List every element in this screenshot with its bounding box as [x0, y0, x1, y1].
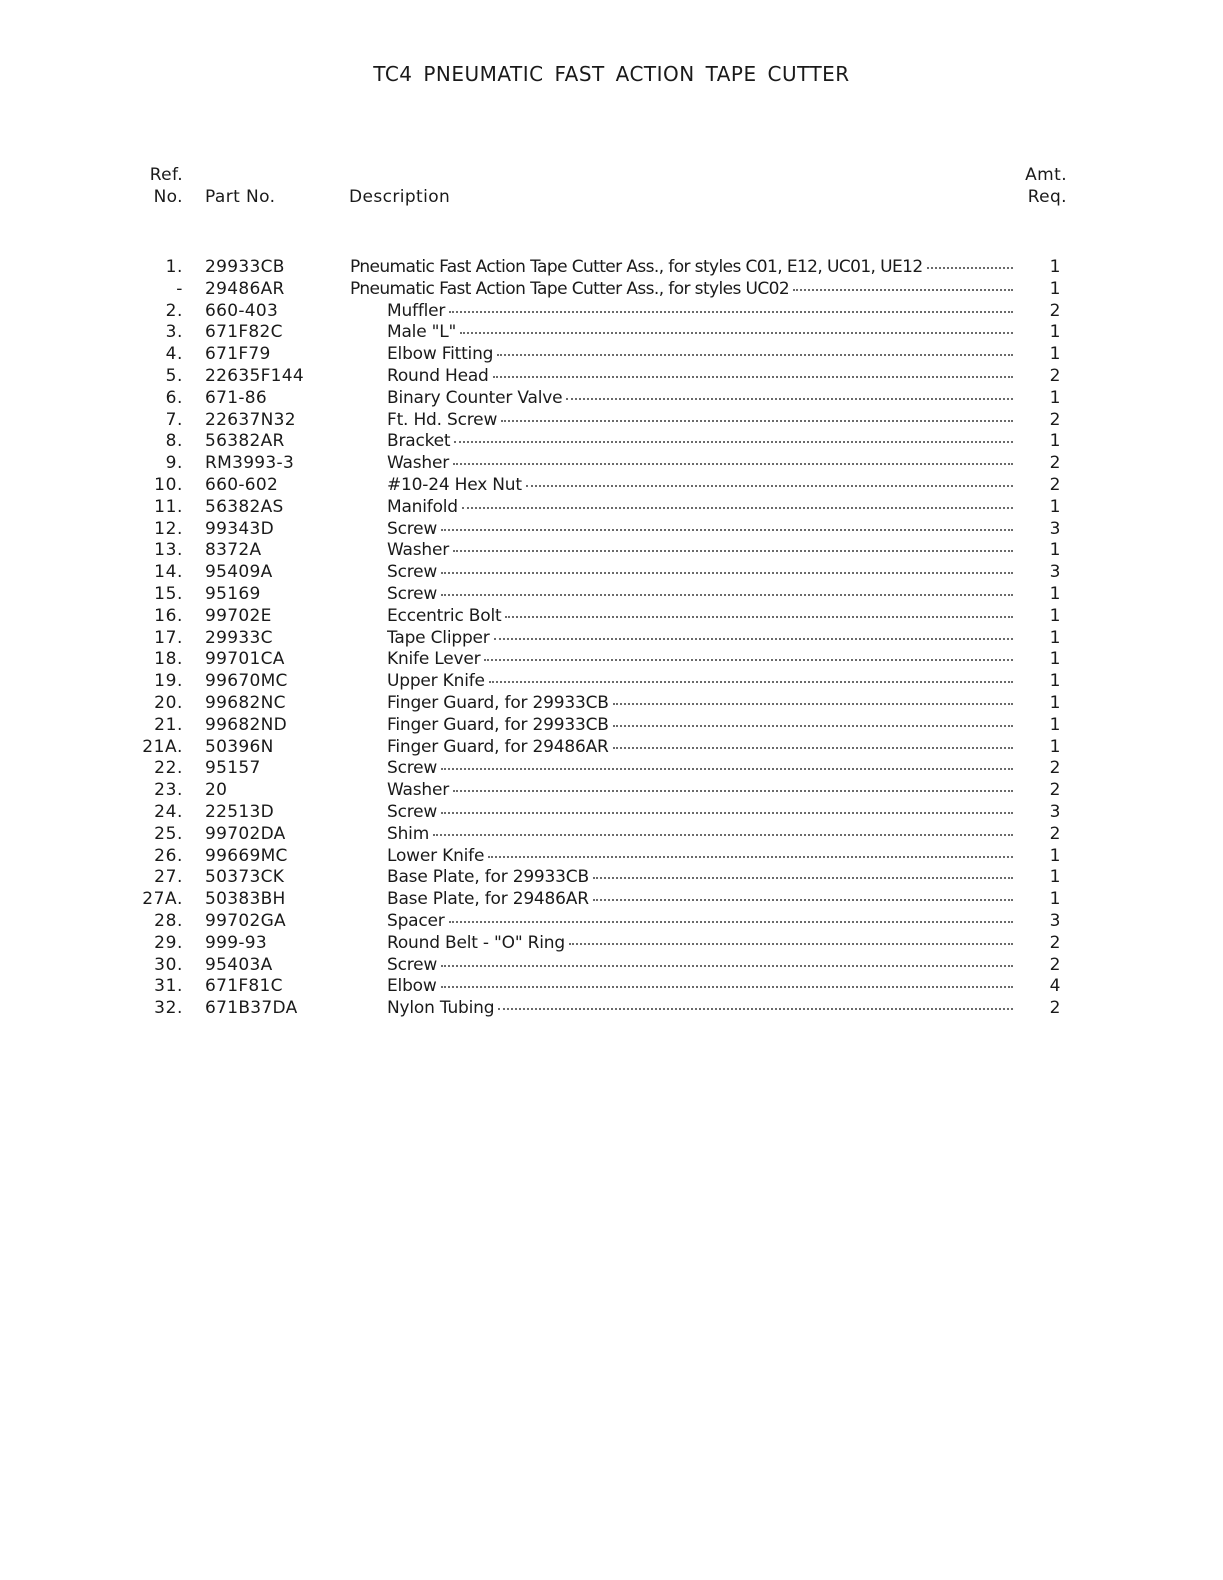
amount-required: 2 — [1049, 780, 1061, 801]
part-description — [387, 300, 1013, 322]
description-text: Eccentric Bolt — [387, 605, 502, 626]
parts-row — [0, 823, 1223, 845]
ref-header-line2: No. — [153, 187, 183, 207]
description-text: Washer — [387, 780, 450, 801]
part-description — [387, 387, 1013, 409]
ref-number: 29. — [154, 932, 183, 953]
dot-leader — [793, 289, 1013, 291]
part-description — [387, 474, 1013, 496]
part-number: 95169 — [205, 583, 261, 604]
dot-leader — [453, 790, 1013, 792]
parts-row — [0, 801, 1223, 823]
parts-row — [0, 866, 1223, 888]
amount-required: 1 — [1049, 692, 1061, 713]
ref-number: 12. — [154, 518, 183, 539]
amount-required: 2 — [1049, 453, 1061, 474]
amount-required: 1 — [1049, 671, 1061, 692]
parts-row — [0, 365, 1223, 387]
description-text: Nylon Tubing — [387, 998, 495, 1019]
amount-required: 1 — [1049, 496, 1061, 517]
amount-required: 1 — [1049, 736, 1061, 757]
parts-row — [0, 648, 1223, 670]
dot-leader — [433, 834, 1013, 836]
part-description — [387, 866, 1013, 888]
dot-leader — [498, 1008, 1013, 1010]
part-description — [387, 670, 1013, 692]
amt-header-line2: Req. — [1027, 187, 1067, 207]
parts-row — [0, 474, 1223, 496]
part-description — [387, 321, 1013, 343]
part-description — [387, 823, 1013, 845]
dot-leader — [593, 899, 1013, 901]
part-description — [387, 736, 1013, 758]
parts-row — [0, 387, 1223, 409]
ref-number: 3. — [165, 322, 183, 343]
description-text: Shim — [387, 823, 430, 844]
parts-row — [0, 997, 1223, 1019]
dot-leader — [505, 616, 1013, 618]
part-number: 99702E — [205, 605, 272, 626]
part-description — [387, 801, 1013, 823]
part-number: 50373CK — [205, 867, 285, 888]
description-text: Elbow — [387, 976, 437, 997]
dot-leader — [453, 550, 1013, 552]
part-number: 29933C — [205, 627, 273, 648]
description-text: Screw — [387, 562, 438, 583]
description-text: Finger Guard, for 29486AR — [387, 736, 609, 757]
amount-required: 1 — [1049, 649, 1061, 670]
parts-row — [0, 845, 1223, 867]
parts-row — [0, 910, 1223, 932]
part-number: 22635F144 — [205, 365, 305, 386]
amount-required: 1 — [1049, 540, 1061, 561]
amt-header-line1: Amt. — [1025, 165, 1067, 185]
amount-required: 1 — [1049, 867, 1061, 888]
part-number: 8372A — [205, 540, 262, 561]
parts-row — [0, 954, 1223, 976]
amount-required: 2 — [1049, 823, 1061, 844]
ref-number: 24. — [154, 801, 183, 822]
part-description — [387, 627, 1013, 649]
amount-required: 1 — [1049, 387, 1061, 408]
parts-row — [0, 692, 1223, 714]
description-text: Round Head — [387, 365, 489, 386]
description-text: Bracket — [387, 431, 451, 452]
part-description — [387, 888, 1013, 910]
part-number: 660-403 — [205, 300, 279, 321]
description-text: Muffler — [387, 300, 446, 321]
parts-row — [0, 452, 1223, 474]
part-number: 29486AR — [205, 278, 285, 299]
dot-leader — [441, 572, 1013, 574]
ref-number: 32. — [154, 998, 183, 1019]
ref-number: 15. — [154, 583, 183, 604]
amount-required: 1 — [1049, 583, 1061, 604]
dot-leader — [441, 965, 1013, 967]
description-text: Elbow Fitting — [387, 344, 494, 365]
part-number: 56382AS — [205, 496, 284, 517]
ref-number: 20. — [154, 692, 183, 713]
amount-required: 1 — [1049, 714, 1061, 735]
dot-leader — [566, 398, 1013, 400]
part-number: RM3993-3 — [205, 453, 295, 474]
parts-row — [0, 321, 1223, 343]
description-text: Pneumatic Fast Action Tape Cutter Ass., for styles UC02 — [350, 278, 790, 299]
description-text: #10-24 Hex Nut — [387, 474, 522, 495]
ref-number: 6. — [165, 387, 183, 408]
ref-number: 10. — [154, 474, 183, 495]
dot-leader — [494, 638, 1013, 640]
part-description — [387, 539, 1013, 561]
ref-number: 30. — [154, 954, 183, 975]
dot-leader — [497, 354, 1013, 356]
parts-row — [0, 714, 1223, 736]
amount-required: 3 — [1049, 562, 1061, 583]
ref-header-line1: Ref. — [149, 165, 183, 185]
ref-number: 14. — [154, 562, 183, 583]
dot-leader — [460, 332, 1013, 334]
ref-number: 9. — [165, 453, 183, 474]
part-description — [387, 975, 1013, 997]
amount-required: 2 — [1049, 474, 1061, 495]
amount-required: 2 — [1049, 954, 1061, 975]
parts-row — [0, 409, 1223, 431]
description-text: Screw — [387, 518, 438, 539]
part-number: 99701CA — [205, 649, 285, 670]
amount-required: 1 — [1049, 257, 1061, 277]
description-text: Manifold — [387, 496, 458, 517]
parts-row — [0, 561, 1223, 583]
parts-row — [0, 888, 1223, 910]
parts-list — [0, 256, 1223, 1019]
ref-number: - — [176, 278, 183, 299]
part-description — [387, 779, 1013, 801]
part-description — [387, 561, 1013, 583]
description-text: Tape Clipper — [387, 627, 490, 648]
parts-row — [0, 583, 1223, 605]
ref-number: 31. — [154, 976, 183, 997]
parts-row — [0, 256, 1223, 278]
parts-row — [0, 627, 1223, 649]
amount-required: 2 — [1049, 998, 1061, 1019]
description-text: Washer — [387, 540, 450, 561]
ref-number: 23. — [154, 780, 183, 801]
part-description — [387, 845, 1013, 867]
parts-row — [0, 975, 1223, 997]
ref-number: 8. — [165, 431, 183, 452]
part-number: 671F82C — [205, 322, 283, 343]
description-header: Description — [349, 187, 451, 207]
ref-number: 19. — [154, 671, 183, 692]
description-text: Binary Counter Valve — [387, 387, 563, 408]
dot-leader — [453, 463, 1013, 465]
dot-leader — [441, 768, 1013, 770]
ref-number: 28. — [154, 910, 183, 931]
part-description — [387, 757, 1013, 779]
description-text: Round Belt - "O" Ring — [387, 932, 565, 953]
dot-leader — [441, 529, 1013, 531]
dot-leader — [454, 441, 1013, 443]
description-text: Male "L" — [387, 322, 457, 343]
part-number: 99702GA — [205, 910, 286, 931]
amount-required: 1 — [1049, 322, 1061, 343]
ref-number: 26. — [154, 845, 183, 866]
dot-leader — [526, 485, 1013, 487]
page-title: TC4 PNEUMATIC FAST ACTION TAPE CUTTER — [373, 62, 850, 86]
dot-leader — [449, 921, 1013, 923]
part-description — [387, 648, 1013, 670]
part-number: 95157 — [205, 758, 261, 779]
dot-leader — [441, 986, 1013, 988]
ref-number: 17. — [154, 627, 183, 648]
description-text: Spacer — [387, 910, 445, 931]
ref-number: 21. — [154, 714, 183, 735]
part-number: 99682NC — [205, 692, 286, 713]
dot-leader — [613, 703, 1013, 705]
amount-required: 1 — [1049, 278, 1061, 299]
description-text: Base Plate, for 29486AR — [387, 889, 589, 910]
dot-leader — [441, 594, 1013, 596]
part-number: 671F81C — [205, 976, 283, 997]
ref-number: 5. — [165, 365, 183, 386]
description-text: Screw — [387, 758, 438, 779]
parts-row — [0, 539, 1223, 561]
dot-leader — [484, 659, 1013, 661]
amount-required: 3 — [1049, 518, 1061, 539]
description-text: Screw — [387, 583, 438, 604]
ref-number: 22. — [154, 758, 183, 779]
part-number: 671F79 — [205, 344, 271, 365]
description-text: Ft. Hd. Screw — [387, 409, 498, 430]
amount-required: 1 — [1049, 344, 1061, 365]
part-description — [387, 605, 1013, 627]
dot-leader — [489, 681, 1013, 683]
part-number: 20 — [205, 780, 228, 801]
parts-row — [0, 605, 1223, 627]
amount-required: 3 — [1049, 910, 1061, 931]
parts-row — [0, 278, 1223, 300]
dot-leader — [501, 420, 1013, 422]
amount-required: 1 — [1049, 845, 1061, 866]
part-description — [387, 518, 1013, 540]
part-number: 56382AR — [205, 431, 285, 452]
ref-number: 4. — [165, 344, 183, 365]
part-number: 999-93 — [205, 932, 268, 953]
parts-row — [0, 736, 1223, 758]
parts-row — [0, 300, 1223, 322]
amount-required: 3 — [1049, 801, 1061, 822]
amount-required: 1 — [1049, 889, 1061, 910]
description-text: Finger Guard, for 29933CB — [387, 714, 609, 735]
parts-row — [0, 518, 1223, 540]
ref-number: 21A. — [142, 736, 183, 757]
dot-leader — [613, 747, 1013, 749]
part-description — [387, 365, 1013, 387]
dot-leader — [593, 877, 1013, 879]
part-description — [387, 496, 1013, 518]
amount-required: 1 — [1049, 605, 1061, 626]
part-description — [387, 997, 1013, 1019]
part-description — [350, 256, 1013, 278]
part-no-header: Part No. — [205, 187, 276, 207]
amount-required: 2 — [1049, 300, 1061, 321]
part-description — [387, 452, 1013, 474]
ref-number: 13. — [154, 540, 183, 561]
part-number: 99682ND — [205, 714, 287, 735]
part-description — [350, 278, 1013, 300]
part-description — [387, 343, 1013, 365]
ref-number: 16. — [154, 605, 183, 626]
part-number: 50396N — [205, 736, 274, 757]
ref-number: 7. — [165, 409, 183, 430]
part-description — [387, 692, 1013, 714]
amount-required: 1 — [1049, 627, 1061, 648]
parts-row — [0, 430, 1223, 452]
ref-number: 27A. — [142, 889, 183, 910]
part-description — [387, 583, 1013, 605]
dot-leader — [493, 376, 1013, 378]
amount-required: 1 — [1049, 431, 1061, 452]
part-description — [387, 932, 1013, 954]
description-text: Upper Knife — [387, 671, 485, 692]
ref-number: 11. — [154, 496, 183, 517]
part-number: 671-86 — [205, 387, 268, 408]
amount-required: 2 — [1049, 758, 1061, 779]
description-text: Finger Guard, for 29933CB — [387, 692, 609, 713]
description-text: Washer — [387, 453, 450, 474]
amount-required: 4 — [1049, 976, 1061, 997]
ref-number: 27. — [154, 867, 183, 888]
description-text: Screw — [387, 954, 438, 975]
part-description — [387, 954, 1013, 976]
amount-required: 2 — [1049, 365, 1061, 386]
amount-required: 2 — [1049, 932, 1061, 953]
parts-row — [0, 779, 1223, 801]
description-text: Base Plate, for 29933CB — [387, 867, 589, 888]
part-description — [387, 910, 1013, 932]
dot-leader — [441, 812, 1013, 814]
part-number: 99669MC — [205, 845, 288, 866]
dot-leader — [927, 267, 1013, 269]
part-number: 29933CB — [205, 257, 285, 277]
ref-number: 25. — [154, 823, 183, 844]
part-number: 99670MC — [205, 671, 288, 692]
dot-leader — [569, 943, 1013, 945]
part-number: 22637N32 — [205, 409, 296, 430]
dot-leader — [462, 507, 1013, 509]
description-text: Screw — [387, 801, 438, 822]
amount-required: 2 — [1049, 409, 1061, 430]
part-number: 50383BH — [205, 889, 286, 910]
dot-leader — [613, 725, 1013, 727]
parts-row — [0, 932, 1223, 954]
parts-row — [0, 343, 1223, 365]
part-number: 99343D — [205, 518, 274, 539]
part-number: 99702DA — [205, 823, 286, 844]
ref-no-header — [0, 164, 183, 208]
part-number: 95409A — [205, 562, 273, 583]
part-number: 671B37DA — [205, 998, 298, 1019]
parts-row — [0, 496, 1223, 518]
ref-number: 1. — [165, 257, 183, 277]
description-text: Pneumatic Fast Action Tape Cutter Ass., for styles C01, E12, UC01, UE12 — [350, 257, 923, 277]
dot-leader — [449, 311, 1013, 313]
ref-number: 18. — [154, 649, 183, 670]
part-description — [387, 714, 1013, 736]
ref-number: 2. — [165, 300, 183, 321]
parts-row — [0, 757, 1223, 779]
part-number: 660-602 — [205, 474, 279, 495]
part-description — [387, 409, 1013, 431]
parts-row — [0, 670, 1223, 692]
description-text: Knife Lever — [387, 649, 481, 670]
part-number: 22513D — [205, 801, 274, 822]
amt-req-header — [980, 164, 1067, 208]
dot-leader — [488, 856, 1013, 858]
part-description — [387, 430, 1013, 452]
part-number: 95403A — [205, 954, 273, 975]
description-text: Lower Knife — [387, 845, 485, 866]
